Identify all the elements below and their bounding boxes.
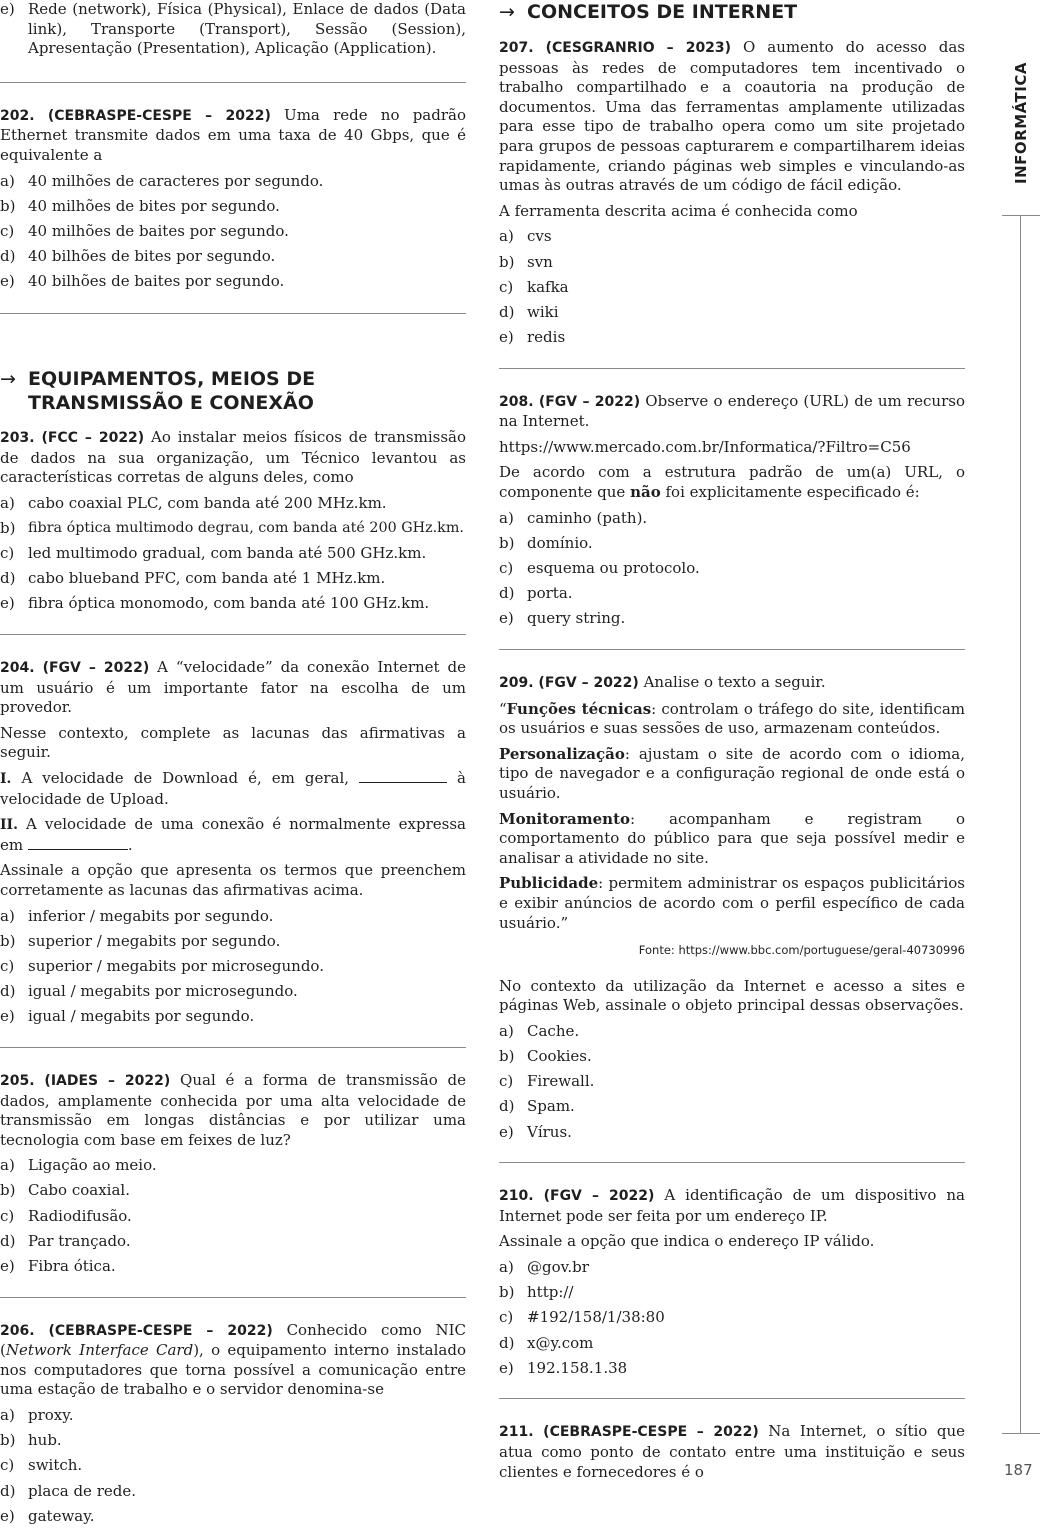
options-209 [499,1022,965,1142]
option-c: c) 40 milhões de baites por segundo. [0,221,289,240]
option-c: c) Radiodifusão. [0,1206,132,1225]
option-b: b) domínio. [499,533,593,552]
section-title-conceitos: → CONCEITOS DE INTERNET [499,1,798,23]
option-c: c) led multimodo gradual, com banda até 500 GHz.km. [0,544,427,563]
option-b: b) Cabo coaxial. [0,1181,130,1200]
options-208 [499,509,965,629]
page-number: 187 [1004,1461,1033,1479]
option-a: a) cvs [499,227,552,246]
option-e: e) Vírus. [499,1122,572,1141]
option-b: b) http:// [499,1283,574,1302]
option-a: a) caminho (path). [499,508,648,527]
option-e: e) Rede (network), Física (Physical), Enlace de dados (Data link), Transporte (Transport), Sessão (Session), Apresentação (Presentation), Aplicação (Application). [0,0,466,58]
option-c: c) kafka [499,277,569,296]
options-210 [499,1258,965,1378]
option-a: a) proxy. [0,1406,74,1424]
option-a: a) 40 milhões de caracteres por segundo. [0,171,324,190]
option-e: e) igual / megabits por segundo. [0,1007,255,1026]
option-e: e) Fibra ótica. [0,1257,116,1276]
option-d: d) placa de rede. [0,1481,136,1500]
option-a: a) Cache. [499,1021,580,1040]
side-tick-bottom [1002,1433,1040,1434]
option-e: e) gateway. [0,1506,95,1525]
option-e: e) fibra óptica monomodo, com banda até 100 GHz.km. [0,594,430,613]
separator [499,1162,965,1163]
option-b: b) svn [499,252,553,271]
option-d: d) igual / megabits por microsegundo. [0,982,298,1001]
separator [0,634,466,635]
question-202: 202. (CEBRASPE-CESPE – 2022) Uma rede no padrão Ethernet transmite dados em uma taxa de 40 Gbps, que é equivalente a a) 40 milhões de caracteres por segundo. b) 40 milhões de bites por segundo. c) 40 milhões de baites por segundo. d) 40 bilhões de bites por segundo. e) 40 bilhões de baites por segundo. [0,105,467,291]
option-e: e) 40 bilhões de baites por segundo. [0,272,285,291]
option-d: d) x@y.com [499,1333,594,1352]
separator [499,1398,965,1399]
option-a: a) Ligação ao meio. [0,1156,157,1175]
side-rule [1020,215,1021,1433]
separator [499,368,965,369]
option-e: e) redis [499,328,566,347]
question-209: 209. (FGV – 2022) Analise o texto a seguir. “Funções técnicas: controlam o tráfego do site, identificam os usuários e suas sessões de uso, armazenam conteúdos. Personalização: ajustam o site de acordo com o idioma, tipo de navegador e a configuração regional de onde está o usuário. Monitoramento: acompanham e registram o comportamento do público para que seja possível medir e analisar a atividade no site. Publicidade: permitem administrar os espaços publicitários e exibir anúncios de acordo com o perfil específico de cada usuário.” Fonte: https://www.bbc.com/portuguese/geral-40730996 No contexto da utilização da Internet e acesso a sites e páginas Web, assinale o objeto principal dessas observações. a) Cache. b) Cookies. c) Firewall. d) Spam. e) Vírus. [499,673,965,1141]
blank-line [359,770,447,783]
question-204: 204. (FGV – 2022) A “velocidade” da conexão Internet de um usuário é um importante fator na escolha de um provedor. Nesse contexto, complete as lacunas das afirmativas a seguir. I. A velocidade de Download é, em geral, à velocidade de Upload. II. A velocidade de uma conexão é normalmente expressa em . Assinale a opção que apresenta os termos que preenchem corretamente as lacunas das afirmativas acima. a) inferior / megabits por segundo. b) superior / megabits por segundo. c) superior / megabits por microsegundo. d) igual / megabits por microsegundo. e) igual / megabits por segundo. [0,658,466,1026]
question-208: 208. (FGV – 2022) Observe o endereço (URL) de um recurso na Internet. https://www.mercado.com.br/Informatica/?Filtro=C56 De acordo com a estrutura padrão de um(a) URL, o componente que não foi explicitamente especificado é: a) caminho (path). b) domínio. c) esquema ou protocolo. d) porta. e) query string. [499,391,965,628]
left-column [0,0,466,1532]
arrow-right-icon: → [0,367,16,390]
options-203 [0,494,466,614]
option-d: d) cabo blueband PFC, com banda até 1 MHz.km. [0,569,386,588]
option-d: d) Par trançado. [0,1231,131,1250]
option-d: d) porta. [499,584,573,603]
source-citation: Fonte: https://www.bbc.com/portuguese/geral-40730996 [638,943,965,958]
options-202 [0,172,466,292]
option-d: d) Spam. [499,1097,575,1116]
options-207 [499,227,965,347]
option-c: c) Firewall. [499,1072,595,1091]
question-203: 203. (FCC – 2022) Ao instalar meios físicos de transmissão de dados na sua organização, um Técnico levantou as características corretas de alguns deles, como a) cabo coaxial PLC, com banda até 200 MHz.km. b) fibra óptica multimodo degrau, com banda até 200 GHz.km. c) led multimodo gradual, com banda até 500 GHz.km. d) cabo blueband PFC, com banda até 1 MHz.km. e) fibra óptica monomodo, com banda até 100 GHz.km. [0,427,466,613]
option-c: c) #192/158/1/38:80 [499,1308,665,1327]
separator [0,82,466,83]
separator [499,649,965,650]
option-c: c) superior / megabits por microsegundo. [0,956,324,975]
option-b: b) superior / megabits por segundo. [0,931,281,950]
options-206 [0,1406,466,1526]
question-211: 211. (CEBRASPE-CESPE – 2022) Na Internet, o sítio que atua como ponto de contato entre uma instituição e seus clientes e fornecedores é o [499,1422,965,1481]
blank-line [28,837,128,850]
arrow-right-icon: → [499,1,515,23]
option-e: e) 192.158.1.38 [499,1358,628,1377]
option-b: b) hub. [0,1431,62,1450]
section-title-equipamentos: → EQUIPAMENTOS, MEIOS DE TRANSMISSÃO E CONEXÃO [0,367,316,414]
separator [0,1047,466,1048]
option-d: d) 40 bilhões de bites por segundo. [0,247,276,266]
option-a: a) inferior / megabits por segundo. [0,906,274,925]
option-a: a) cabo coaxial PLC, com banda até 200 MHz.km. [0,493,387,512]
question-207: 207. (CESGRANRIO – 2023) O aumento do acesso das pessoas às redes de computadores tem incentivado o trabalho compartilhado e a coautoria na produção de documentos. Uma das ferramentas amplamente utilizadas para esse tipo de trabalho opera como um site projetado para grupos de pessoas capturarem e compartilharem ideias rapidamente, criando páginas web simples e vinculando-as umas às outras através de um código de fácil edição. A ferramenta descrita acima é conhecida como a) cvs b) svn c) kafka d) wiki e) redis [499,38,966,347]
url-text: https://www.mercado.com.br/Informatica/?Filtro=C56 [499,437,911,456]
option-b: b) 40 milhões de bites por segundo. [0,196,280,215]
question-201-tail [0,0,466,59]
question-206: 206. (CEBRASPE-CESPE – 2022) Conhecido como NIC (Network Interface Card), o equipamento interno instalado nos computadores que torna possível a comunicação entre uma estação de trabalho e o servidor denomina-se a) proxy. b) hub. c) switch. d) placa de rede. e) gateway. [0,1320,466,1525]
option-c: c) esquema ou protocolo. [499,559,700,578]
options-205 [0,1156,466,1276]
option-e: e) query string. [499,609,626,628]
option-c: c) switch. [0,1456,83,1475]
option-a: a) @gov.br [499,1258,589,1277]
side-section-label: INFORMÁTICA [1012,61,1031,184]
option-d: d) wiki [499,302,559,321]
option-b: b) Cookies. [499,1047,592,1066]
options-204 [0,907,466,1027]
right-column [499,0,965,1488]
separator [0,313,466,314]
option-b: b) fibra óptica multimodo degrau, com banda até 200 GHz.km. [0,518,464,537]
question-210: 210. (FGV – 2022) A identificação de um dispositivo na Internet pode ser feita por um endereço IP. Assinale a opção que indica o endereço IP válido. a) @gov.br b) http:// c) #192/158/1/38:80 d) x@y.com e) 192.158.1.38 [499,1186,965,1377]
question-205: 205. (IADES – 2022) Qual é a forma de transmissão de dados, amplamente conhecida por uma alta velocidade de transmissão em longas distâncias e por utilizar uma tecnologia com base em feixes de luz? a) Ligação ao meio. b) Cabo coaxial. c) Radiodifusão. d) Par trançado. e) Fibra ótica. [0,1070,466,1276]
separator [0,1297,466,1298]
